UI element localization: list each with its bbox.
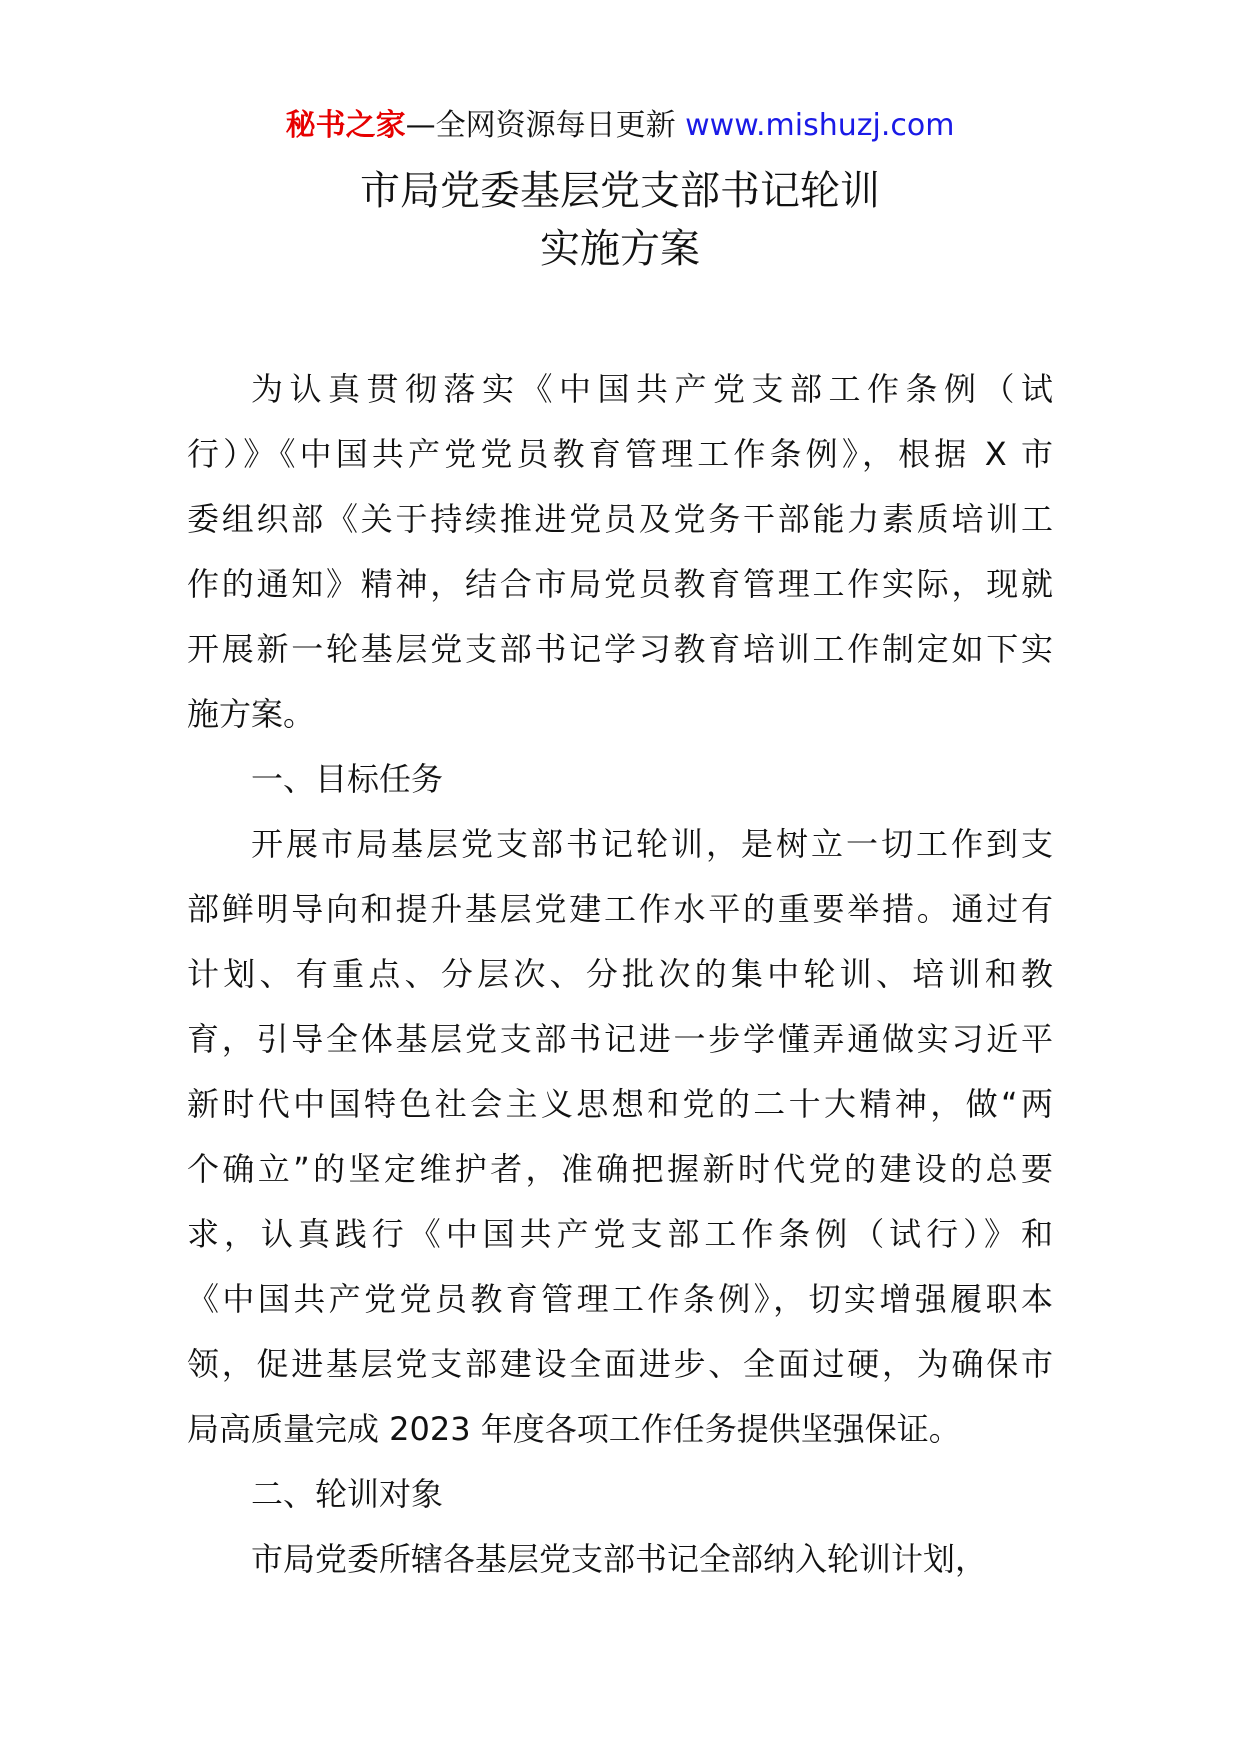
- paragraph-line: 为认真贯彻落实《中国共产党支部工作条例（试: [251, 370, 1053, 408]
- paragraph-line: 新时代中国特色社会主义思想和党的二十大精神，做“两: [187, 1085, 1053, 1123]
- site-header: [0, 98, 1240, 154]
- header-tagline: —全网资源每日更新: [405, 108, 676, 143]
- section-heading-2: 二、轮训对象: [251, 1475, 444, 1513]
- paragraph-line: 行）》《中国共产党党员教育管理工作条例》，根据 X 市: [187, 435, 1053, 473]
- paragraph-line: 《中国共产党党员教育管理工作条例》，切实增强履职本: [187, 1280, 1053, 1318]
- paragraph-line: 委组织部《关于持续推进党员及党务干部能力素质培训工: [187, 500, 1053, 538]
- paragraph-line: 开展市局基层党支部书记轮训，是树立一切工作到支: [251, 825, 1053, 863]
- section-2-paragraph: [187, 1527, 1053, 1592]
- intro-paragraph: [187, 357, 1053, 747]
- title-line-2: 实施方案: [540, 226, 700, 272]
- document-title: [0, 162, 1240, 278]
- paragraph-line: 开展新一轮基层党支部书记学习教育培训工作制定如下实: [187, 630, 1053, 668]
- document-body: [187, 357, 1053, 1592]
- paragraph-line: 求，认真践行《中国共产党支部工作条例（试行）》和: [187, 1215, 1053, 1253]
- paragraph-line: 施方案。: [187, 695, 316, 733]
- paragraph-line: 市局党委所辖各基层党支部书记全部纳入轮训计划，: [251, 1540, 988, 1578]
- paragraph-line: 局高质量完成 2023 年度各项工作任务提供坚强保证。: [187, 1410, 961, 1448]
- paragraph-line: 育，引导全体基层党支部书记进一步学懂弄通做实习近平: [187, 1020, 1053, 1058]
- paragraph-line: 作的通知》精神，结合市局党员教育管理工作实际，现就: [187, 565, 1053, 603]
- section-heading-1: 一、目标任务: [251, 760, 444, 798]
- brand-name: 秘书之家: [285, 108, 406, 143]
- paragraph-line: 部鲜明导向和提升基层党建工作水平的重要举措。通过有: [187, 890, 1053, 928]
- paragraph-line: 个确立”的坚定维护者，准确把握新时代党的建设的总要: [187, 1150, 1053, 1188]
- paragraph-line: 计划、有重点、分层次、分批次的集中轮训、培训和教: [187, 955, 1053, 993]
- title-line-1: 市局党委基层党支部书记轮训: [360, 168, 880, 214]
- site-url-link[interactable]: www.mishuzj.com: [685, 108, 955, 143]
- section-1-paragraph: [187, 812, 1053, 1462]
- paragraph-line: 领，促进基层党支部建设全面进步、全面过硬，为确保市: [187, 1345, 1053, 1383]
